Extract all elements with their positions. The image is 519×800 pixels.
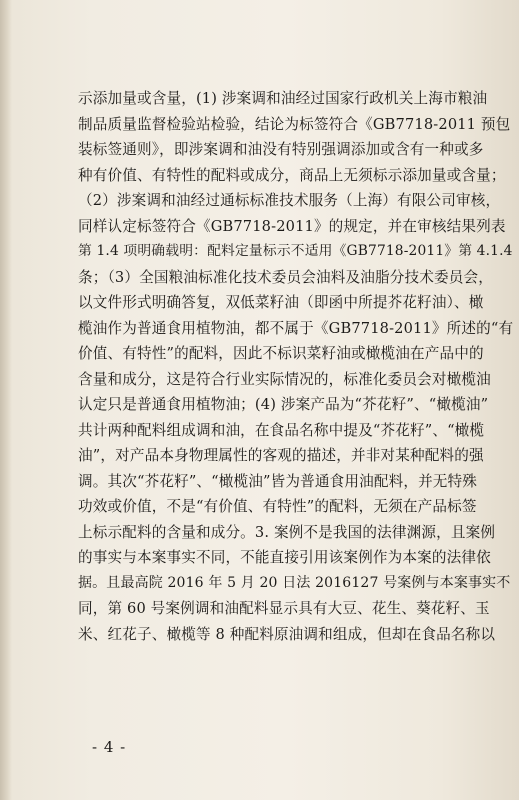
text-line: 同，第 60 号案例调和油配料显示具有大豆、花生、葵花籽、玉 [78, 600, 490, 617]
text-line: 油”，对产品本身物理属性的客观的描述，并非对某种配料的强 [78, 447, 484, 464]
text-line: 共计两种配料组成调和油，在食品名称中提及“芥花籽”、“橄榄 [78, 421, 485, 439]
page-binding-edge [0, 0, 12, 800]
text-line: 的事实与本案事实不同，不能直接引用该案例作为本案的法律依 [78, 549, 491, 566]
text-line: 据。且最高院 2016 年 5 月 20 日法 2016127 号案例与本案事实不 [78, 574, 511, 591]
text-line: 调。其次“芥花籽”、“橄榄油”皆为普通食用油配料，并无特殊 [78, 472, 478, 490]
text-line: 同样认定标签符合《GB7718-2011》的规定，并在审核结果列表 [78, 217, 506, 235]
text-line: 上标示配料的含量和成分。3. 案例不是我国的法律渊源，且案例 [78, 523, 496, 541]
text-line: 含量和成分，这是符合行业实际情况的，标准化委员会对橄榄油 [78, 370, 491, 388]
text-line: 功效或价值，不是“有价值、有特性”的配料，无须在产品标签 [78, 498, 477, 515]
text-line: 以文件形式明确答复，双低菜籽油（即函中所提芥花籽油）、橄 [78, 294, 484, 311]
page-number: - 4 - [92, 738, 127, 756]
text-line: （2）涉案调和油经过通标标准技术服务（上海）有限公司审核， [78, 192, 501, 209]
text-line: 认定只是普通食用植物油；(4) 涉案产品为“芥花籽”、“橄榄油” [78, 396, 489, 413]
text-line: 装标签通则》，即涉案调和油没有特别强调添加或含有一种或多 [78, 141, 484, 158]
text-line: 种有价值、有特性的配料或成分，商品上无须标示添加量或含量； [78, 166, 506, 184]
document-body [78, 86, 514, 647]
text-line: 条；（3）全国粮油标准化技术委员会油料及油脂分技术委员会， [78, 268, 493, 286]
text-line: 制品质量监督检验站检验，结论为标签符合《GB7718-2011 预包 [78, 115, 511, 133]
text-line: 价值、有特性”的配料，因此不标识菜籽油或橄榄油在产品中的 [78, 345, 484, 362]
text-line: 第 1.4 项明确载明：配料定量标示不适用《GB7718-2011》第 4.1.4 [78, 243, 513, 259]
text-line: 榄油作为普通食用植物油，都不属于《GB7718-2011》所述的“有 [78, 319, 514, 337]
text-line: 米、红花子、橄榄等 8 种配料原油调和组成，但却在食品名称以 [78, 625, 496, 643]
text-line: 示添加量或含量，(1) 涉案调和油经过国家行政机关上海市粮油 [78, 90, 488, 107]
